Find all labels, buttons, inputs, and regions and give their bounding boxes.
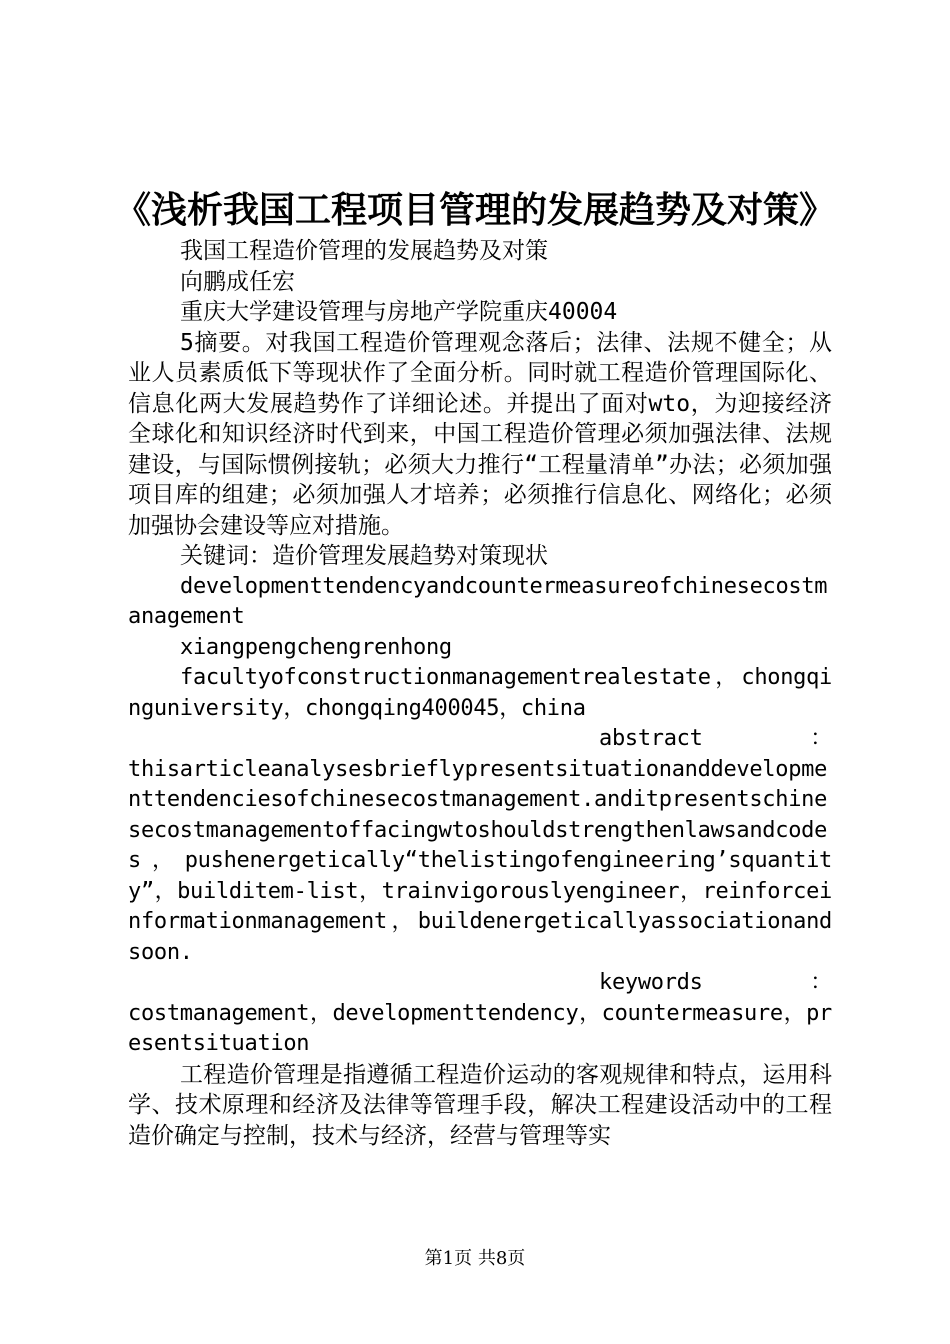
subtitle: 我国工程造价管理的发展趋势及对策	[180, 238, 548, 264]
abstract-cn: 5摘要。对我国工程造价管理观念落后；法律、法规不健全；从业人员素质低下等现状作了全面分析。同时就工程造价管理国际化、信息化两大发展趋势作了详细论述。并提出了面对wto，为迎接经济全球化和知识经济时代到来，中国工程造价管理必须加强法律、法规建设，与国际惯例接轨；必须大力推行“工程量清单”办法；必须加强项目库的组建；必须加强人才培养；必须推行信息化、网络化；必须加强协会建设等应对措施。	[128, 329, 832, 539]
page-footer: 第1页 共8页	[424, 1248, 526, 1269]
affiliation-en: facultyofconstructionmanagementrealestate，chongqinguniversity，chongqing400045，china	[128, 665, 832, 721]
keywords-cn: 关键词：造价管理发展趋势对策现状	[180, 543, 548, 569]
abstract-label-en	[128, 724, 832, 755]
keywords-label-text: keywords	[599, 970, 703, 995]
abstract-label-text: abstract	[599, 726, 703, 751]
keywords-label-colon: ：	[810, 970, 832, 995]
affiliation: 重庆大学建设管理与房地产学院重庆40004	[180, 299, 618, 325]
abstract-en: thisarticleanalysesbrieflypresentsituationanddevelopmenttendenciesofchinesecostmanagement.anditpresentschinesecostmanagementoffacingwtoshouldstrengthenlawsandcodes，pushenergetically“thelistingofengineering’squantity”，builditem-list，trainvigorouslyengineer，reinforceinformationmanagement，buildenergeticallyassociationandsoon.	[128, 756, 832, 965]
document-body	[128, 236, 832, 1151]
keywords-label-en	[128, 968, 832, 999]
authors-en: xiangpengchengrenhong	[180, 634, 452, 660]
abstract-label-colon: ：	[810, 726, 832, 751]
body-paragraph: 工程造价管理是指遵循工程造价运动的客观规律和特点，运用科学、技术原理和经济及法律等管理手段，解决工程建设活动中的工程造价确定与控制，技术与经济，经营与管理等实	[128, 1061, 832, 1149]
authors: 向鹏成任宏	[180, 268, 295, 295]
title-en: developmenttendencyandcountermeasureofchinesecostmanagement	[128, 573, 828, 629]
keywords-en: costmanagement，developmenttendency，countermeasure，presentsituation	[128, 1000, 832, 1056]
document-title: 《浅析我国工程项目管理的发展趋势及对策》	[114, 189, 835, 231]
